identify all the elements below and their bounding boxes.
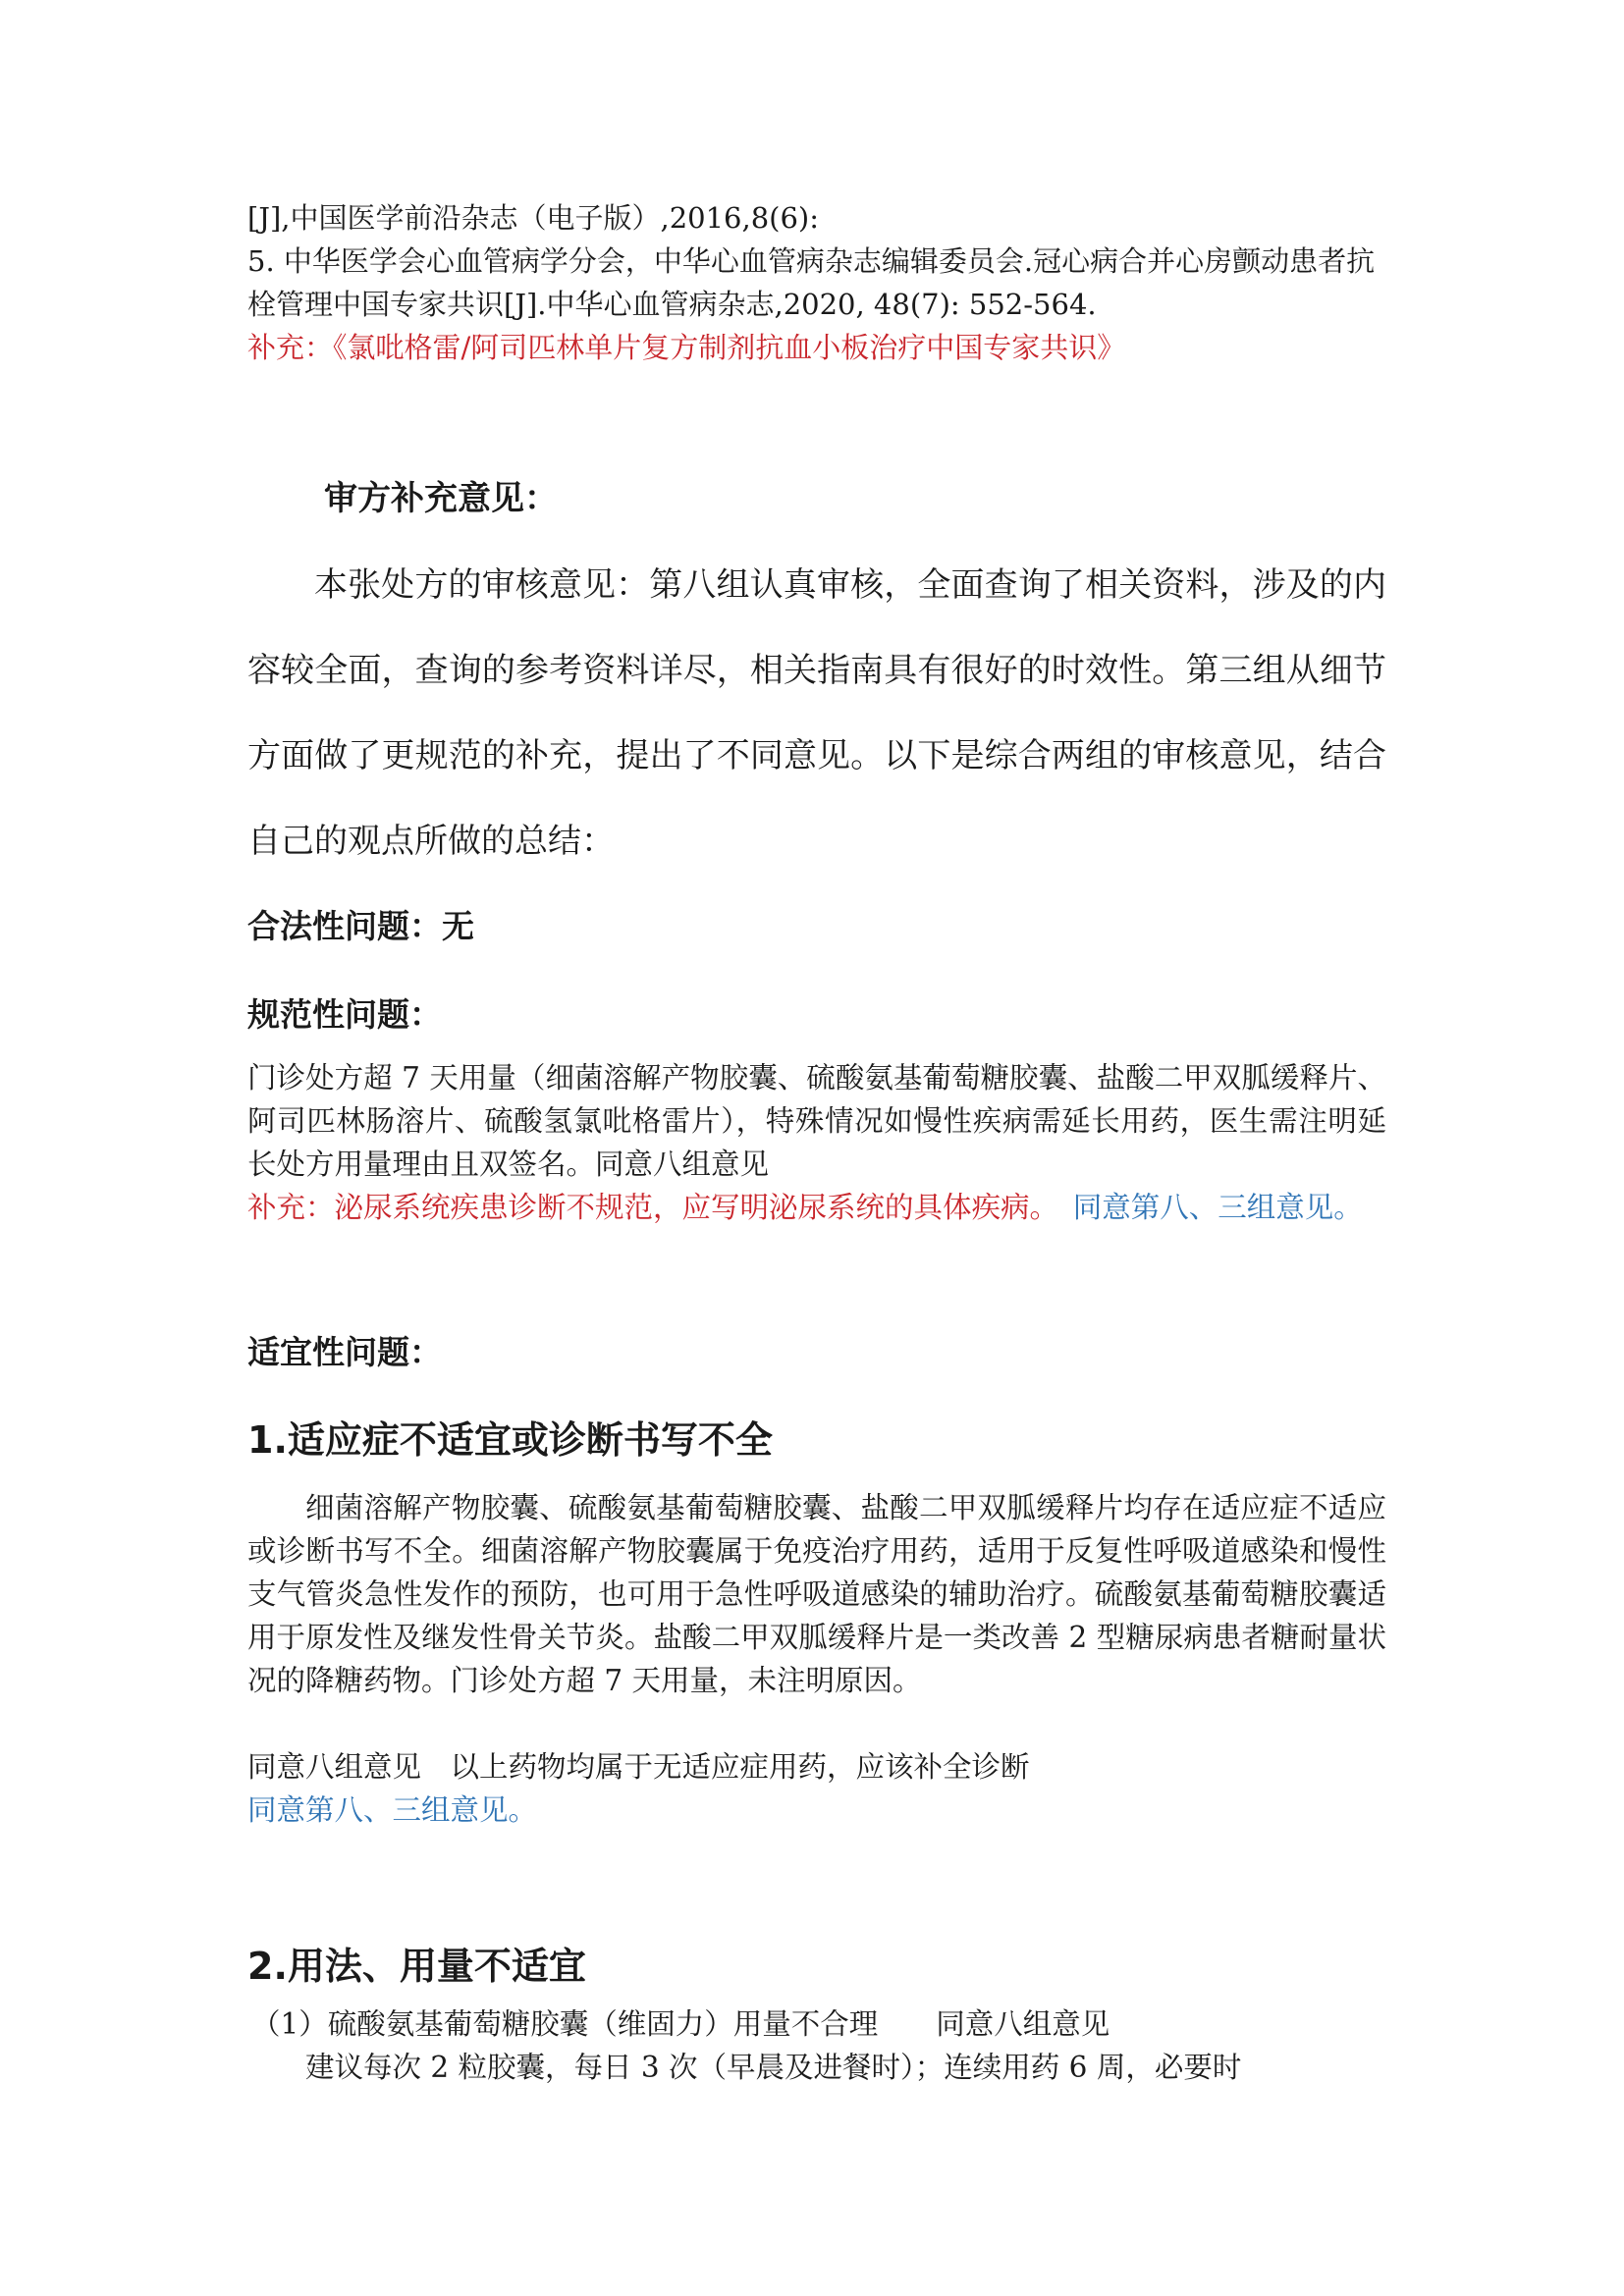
appropriateness-heading: 适宜性问题： <box>247 1333 442 1371</box>
section1-body: 细菌溶解产物胶囊、硫酸氨基葡萄糖胶囊、盐酸二甲双胍缓释片均存在适应症不适应或诊断书写不全。细菌溶解产物胶囊属于免疫治疗用药，适用于反复性呼吸道感染和慢性支气管炎急性发作的预防，也可用于急性呼吸道感染的辅助治疗。硫酸氨基葡萄糖胶囊适用于原发性及继发性骨关节炎。盐酸二甲双胍缓释片是一类改善 2 型糖尿病患者糖耐量状况的降糖药物。门诊处方超 7 天用量，未注明原因。 <box>247 1491 1386 1697</box>
legality-heading: 合法性问题：无 <box>247 907 474 945</box>
review-summary: 本张处方的审核意见：第八组认真审核，全面查询了相关资料，涉及的内容较全面，查询的参考资料详尽，相关指南具有很好的时效性。第三组从细节方面做了更规范的补充，提出了不同意见。以下是综合两组的审核意见，结合自己的观点所做的总结： <box>247 565 1386 861</box>
reference-line-1: [J],中国医学前沿杂志（电子版）,2016,8(6): <box>247 201 820 235</box>
reference-5: 5. 中华医学会心血管病学分会，中华心血管病杂志编辑委员会.冠心病合并心房颤动患者抗栓管理中国专家共识[J].中华心血管病杂志,2020, 48(7): 552-564. <box>247 244 1376 321</box>
reference-supplement: 补充：《氯吡格雷/阿司匹林单片复方制剂抗血小板治疗中国专家共识》 <box>247 331 1126 364</box>
standardization-heading: 规范性问题： <box>247 995 442 1034</box>
section2-item1-body: 建议每次 2 粒胶囊，每日 3 次（早晨及进餐时）；连续用药 6 周，必要时 <box>305 2051 1242 2084</box>
section1-opinion: 同意八组意见 以上药物均属于无适应症用药，应该补全诊断 <box>247 1750 1030 1784</box>
standardization-supplement <box>247 1186 1386 1229</box>
section1-opinion-blue: 同意第八、三组意见。 <box>247 1793 538 1827</box>
standardization-body: 门诊处方超 7 天用量（细菌溶解产物胶囊、硫酸氨基葡萄糖胶囊、盐酸二甲双胍缓释片、阿司匹林肠溶片、硫酸氢氯吡格雷片），特殊情况如慢性疾病需延长用药，医生需注明延长处方用量理由且双签名。同意八组意见 <box>247 1061 1386 1181</box>
supplement-red-text: 补充：泌尿系统疾患诊断不规范，应写明泌尿系统的具体疾病。 <box>247 1191 1045 1224</box>
supplement-blue-text: 同意第八、三组意见。 <box>1044 1191 1363 1224</box>
section1-heading: 1.适应症不适宜或诊断书写不全 <box>247 1418 773 1462</box>
section2-heading: 2.用法、用量不适宜 <box>247 1945 586 1988</box>
section2-item1: （1）硫酸氨基葡萄糖胶囊（维固力）用量不合理 同意八组意见 <box>251 2007 1110 2041</box>
review-title: 审方补充意见： <box>324 479 558 518</box>
